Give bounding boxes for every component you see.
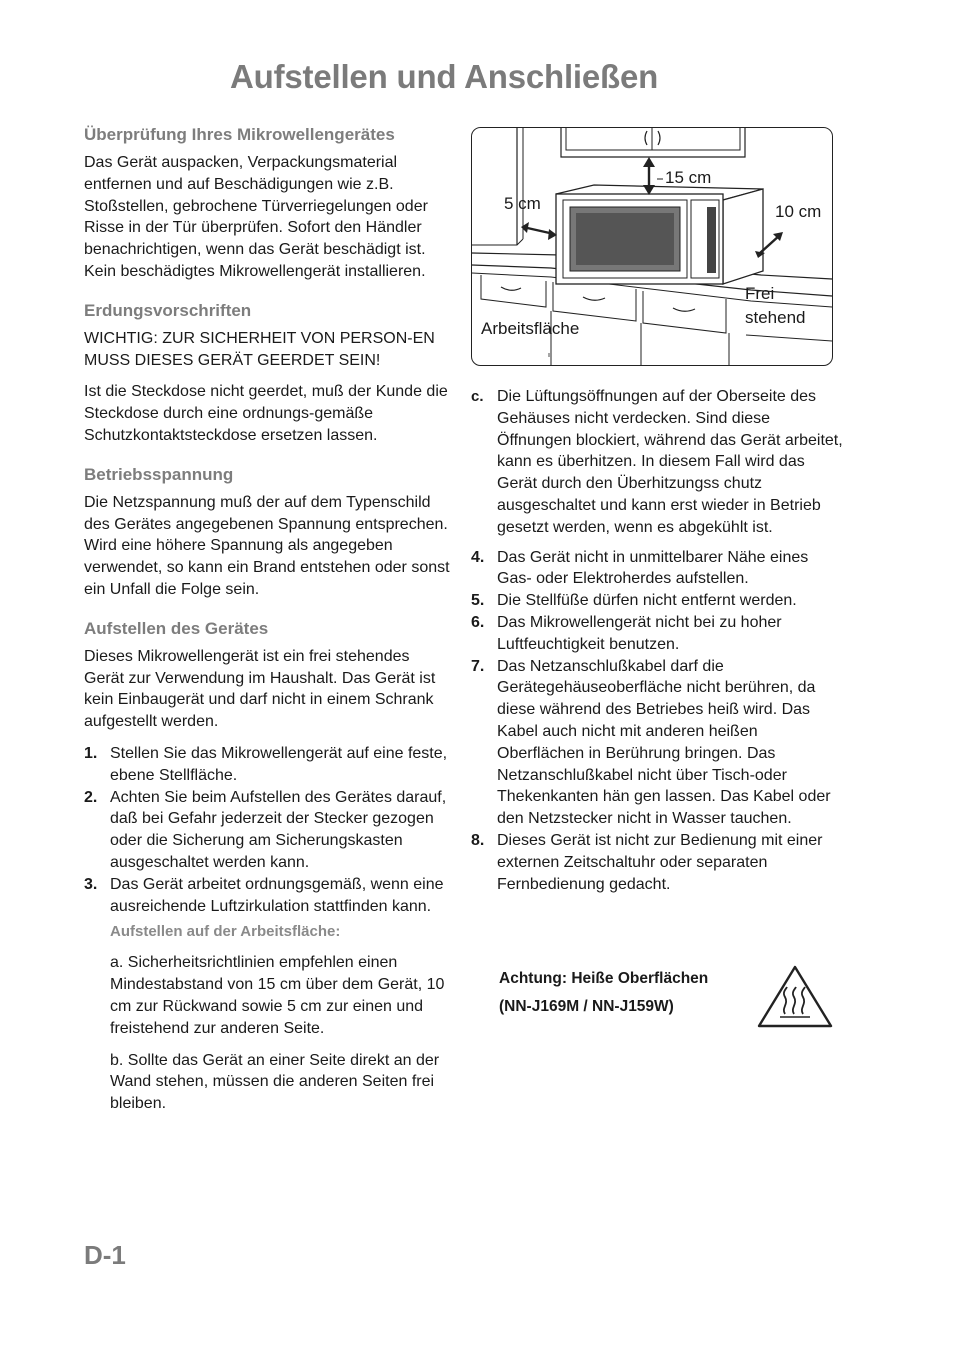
grounding-warning: WICHTIG: ZUR SICHERHEIT VON PERSON-EN MUSS DIESES GERÄT GEERDET SEIN! xyxy=(84,329,435,369)
list-item: c. Die Lüftungsöffnungen auf der Oberseite des Gehäuses nicht verdecken. Sind diese Öffnungen blockiert, während das Gerät arbeitet, kann es überhitzen. In diesem Fall wird das Gerät durch den Überhitzungss chutz ausgeschaltet und kann erst wieder in Betrieb gesetzt werden, wenn es abgekühlt ist. xyxy=(471,388,843,536)
hot-surface-warning xyxy=(499,965,708,1021)
clearance-top-label: 15 cm xyxy=(665,168,712,187)
placement-list xyxy=(84,743,450,917)
placement-text: Dieses Mikrowellengerät ist ein frei stehendes Gerät zur Verwendung im Haushalt. Das Gerät ist kein Einbaugerät und darf nicht in einem Schrank aufgestellt werden. xyxy=(84,647,436,731)
list-item: 5. Die Stellfüße dürfen nicht entfernt werden. xyxy=(471,592,797,610)
clearance-back-label: 10 cm xyxy=(775,202,822,221)
list-item: 7. Das Netzanschlußkabel darf die Gerätegehäuseoberfläche nicht berühren, da diese während des Betriebes heiß wird. Das Kabel auch nicht mit anderen heißen Oberflächen in Berührung bringen. Das Netzanschlußkabel nicht über Tisch-oder Thekenkanten hän gen lassen. Das Kabel oder den Netzstecker nicht in Wasser tauchen. xyxy=(471,657,831,828)
section-heading-placement: Aufstellen des Gerätes xyxy=(84,618,269,638)
right-column xyxy=(471,386,843,895)
grounding-text: Ist die Steckdose nicht geerdet, muß der Kunde die Steckdose durch eine ordnungs-gemäße Schutzkontaktsteckdose ersetzen lassen. xyxy=(84,383,448,444)
warning-title: Achtung: Heiße Oberflächen xyxy=(499,970,709,987)
paragraph-b: b. Sollte das Gerät an einer Seite direkt an der Wand stehen, müssen die anderen Seiten frei bleiben. xyxy=(110,1051,440,1113)
list-item: 6. Das Mikrowellengerät nicht bei zu hoher Luftfeuchtigkeit benutzen. xyxy=(471,613,782,653)
free-standing-label-2: stehend xyxy=(745,308,806,327)
hot-surface-icon xyxy=(756,964,834,1030)
countertop-subheading: Aufstellen auf der Arbeitsfläche: xyxy=(110,923,341,941)
paragraph-a: a. Sicherheitsrichtlinien empfehlen einen Mindestabstand von 15 cm über dem Gerät, 10 cm zur Rückwand sowie 5 cm zur einen und freistehend zur anderen Seite. xyxy=(110,954,445,1037)
list-item: 3. Das Gerät arbeitet ordnungsgemäß, wenn eine ausreichende Luftzirkulation stattfinden kann. xyxy=(84,875,444,915)
free-standing-label-1: Frei xyxy=(745,284,775,303)
list-item: 8. Dieses Gerät ist nicht zur Bedienung mit einer externen Zeitschaltuhr oder separaten Fernbedienung gedacht. xyxy=(471,831,823,893)
warning-models: (NN-J169M / NN-J159W) xyxy=(499,998,674,1015)
inspection-text: Das Gerät auspacken, Verpackungsmaterial entfernen und auf Beschädigungen wie z.B. Stoßstellen, gebrochene Türverriegelungen oder Risse in der Tür überprüfen. Sofort den Händler benachrichtigen, wenn das Gerät beschädigt ist. Kein beschädigtes Mikrowellengerät installieren. xyxy=(84,154,428,280)
clearance-side-label: 5 cm xyxy=(504,194,541,213)
list-item: 1. Stellen Sie das Mikrowellengerät auf eine feste, ebene Stellfläche. xyxy=(84,744,448,784)
page-title: Aufstellen und Anschließen xyxy=(230,58,659,95)
page-number: D-1 xyxy=(84,1240,126,1270)
section-heading-grounding: Erdungsvorschriften xyxy=(84,300,252,320)
section-heading-inspection: Überprüfung Ihres Mikrowellengerätes xyxy=(84,125,395,144)
voltage-text: Die Netzspannung muß der auf dem Typenschild des Gerätes angegebenen Spannung entsprechen. Wird eine höhere Spannung als angegeben verwendet, so kann ein Brand entstehen oder sonst ein Unfall die Folge sein. xyxy=(84,493,450,598)
placement-illustration xyxy=(471,127,833,366)
safety-list xyxy=(471,386,843,895)
list-item: 2. Achten Sie beim Aufstellen des Gerätes darauf, daß bei Gefahr jederzeit der Stecker gezogen oder die Sicherung am Sicherungskasten ausgeschaltet werden kann. xyxy=(84,788,447,871)
countertop-label: Arbeitsfläche xyxy=(481,319,580,338)
list-item: 4. Das Gerät nicht in unmittelbarer Nähe eines Gas- oder Elektroherdes aufstellen. xyxy=(471,548,809,588)
left-column xyxy=(84,125,450,1125)
section-heading-voltage: Betriebsspannung xyxy=(84,464,234,484)
